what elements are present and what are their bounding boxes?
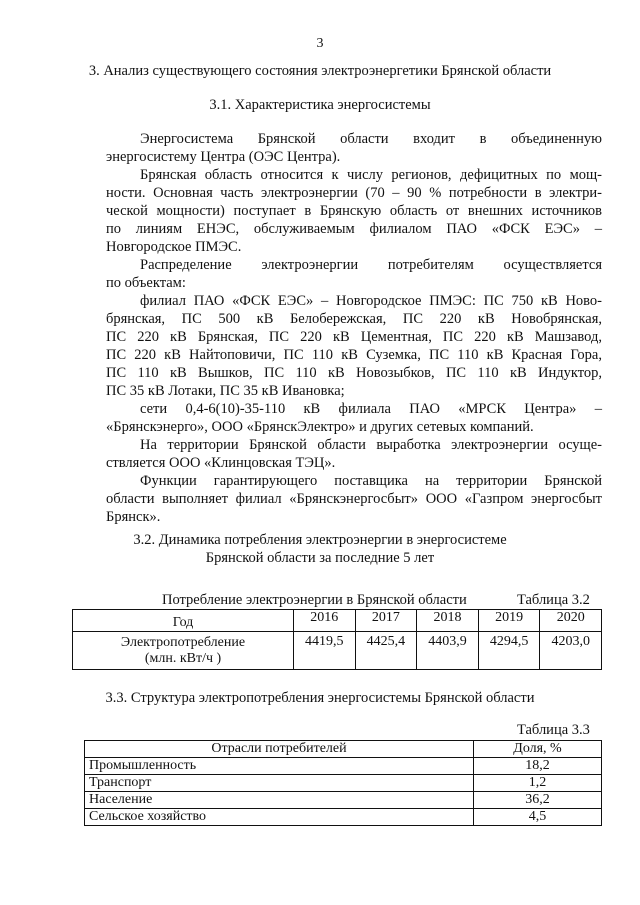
paragraph-line: Брянская область относится к числу регионов, дефицитных по мощ- [140, 167, 602, 183]
section-3-1-title: 3.1. Характеристика энергосистемы [209, 97, 431, 113]
table-row-label: Промышленность [85, 758, 474, 775]
table-row-label [73, 632, 294, 670]
table-3-3-label: Таблица 3.3 [517, 722, 590, 738]
paragraph-line: энергосистему Центра (ОЭС Центра). [106, 149, 341, 165]
paragraph-line: ПС 220 кВ Брянская, ПС 220 кВ Цементная, ПС 220 кВ Машзавод, [106, 329, 602, 345]
section-3-2-title: Брянской области за последние 5 лет [205, 550, 435, 566]
paragraph-line: по объектам: [106, 275, 186, 291]
paragraph-line: области выполняет филиал «Брянскэнергосбыт» ООО «Газпром энергосбыт [106, 491, 602, 507]
paragraph-line: ческой мощности) поступает в Брянскую область от внешних источников [106, 203, 602, 219]
paragraph-line: Энергосистема Брянской области входит в объединенную [140, 131, 602, 147]
paragraph-line: Распределение электроэнергии потребителям осуществляется [140, 257, 602, 273]
table-3-2-caption: Потребление электроэнергии в Брянской области [162, 592, 467, 608]
table-row-label: Сельское хозяйство [85, 809, 474, 826]
table-header-cell: 2017 [355, 610, 417, 632]
table-cell: 4,5 [474, 809, 602, 826]
paragraph-line: филиал ПАО «ФСК ЕЭС» – Новгородское ПМЭС: ПС 750 кВ Ново- [140, 293, 602, 309]
table-header-cell: Год [73, 610, 294, 632]
table-3-2-label: Таблица 3.2 [517, 592, 590, 608]
table-header-cell: 2018 [417, 610, 479, 632]
table-row-label: Транспорт [85, 775, 474, 792]
paragraph-line: ности. Основная часть электроэнергии (70 – 90 % потребности в электри- [106, 185, 602, 201]
section-3-2-title: 3.2. Динамика потребления электроэнергии в энергосистеме [133, 532, 507, 548]
table-header-cell: 2020 [540, 610, 602, 632]
paragraph-line: Брянск». [106, 509, 161, 525]
paragraph-line: по линиям ЕНЭС, обслуживаемым филиалом ПАО «ФСК ЕЭС» – [106, 221, 602, 237]
paragraph-line: ПС 110 кВ Вышков, ПС 110 кВ Новозыбков, ПС 110 кВ Индуктор, [106, 365, 602, 381]
paragraph-line: Функции гарантирующего поставщика на территории Брянской [140, 473, 602, 489]
table-header-cell: Доля, % [474, 741, 602, 758]
section-3-title: 3. Анализ существующего состояния электроэнергетики Брянской области [88, 63, 552, 79]
table-cell: 4203,0 [540, 632, 602, 670]
table-cell: 18,2 [474, 758, 602, 775]
row-label-line: Электропотребление [120, 634, 246, 650]
table-cell: 36,2 [474, 792, 602, 809]
table-3-2 [72, 609, 602, 670]
row-label-line: (млн. кВт/ч ) [144, 650, 222, 666]
paragraph-line: ПС 220 кВ Найтоповичи, ПС 110 кВ Суземка, ПС 110 кВ Красная Гора, [106, 347, 602, 363]
page-number: 3 [316, 36, 324, 51]
table-cell: 4403,9 [417, 632, 479, 670]
table-cell: 4419,5 [294, 632, 356, 670]
table-cell: 4425,4 [355, 632, 417, 670]
table-header-cell: 2016 [294, 610, 356, 632]
table-cell: 4294,5 [478, 632, 540, 670]
table-3-3 [84, 740, 602, 826]
paragraph-line: На территории Брянской области выработка электроэнергии осуще- [140, 437, 602, 453]
paragraph-line: ствляется ООО «Клинцовская ТЭЦ». [106, 455, 336, 471]
paragraph-line: брянская, ПС 500 кВ Белобережская, ПС 220 кВ Новобрянская, [106, 311, 602, 327]
table-header-cell: 2019 [478, 610, 540, 632]
paragraph-line: «Брянскэнерго», ООО «БрянскЭлектро» и других сетевых компаний. [106, 419, 534, 435]
paragraph-line: ПС 35 кВ Лотаки, ПС 35 кВ Ивановка; [106, 383, 345, 399]
paragraph-line: Новгородское ПМЭС. [106, 239, 242, 255]
table-header-cell: Отрасли потребителей [85, 741, 474, 758]
table-cell: 1,2 [474, 775, 602, 792]
paragraph-line: сети 0,4-6(10)-35-110 кВ филиала ПАО «МРСК Центра» – [140, 401, 602, 417]
section-3-3-title: 3.3. Структура электропотребления энергосистемы Брянской области [105, 690, 535, 706]
table-row-label: Население [85, 792, 474, 809]
